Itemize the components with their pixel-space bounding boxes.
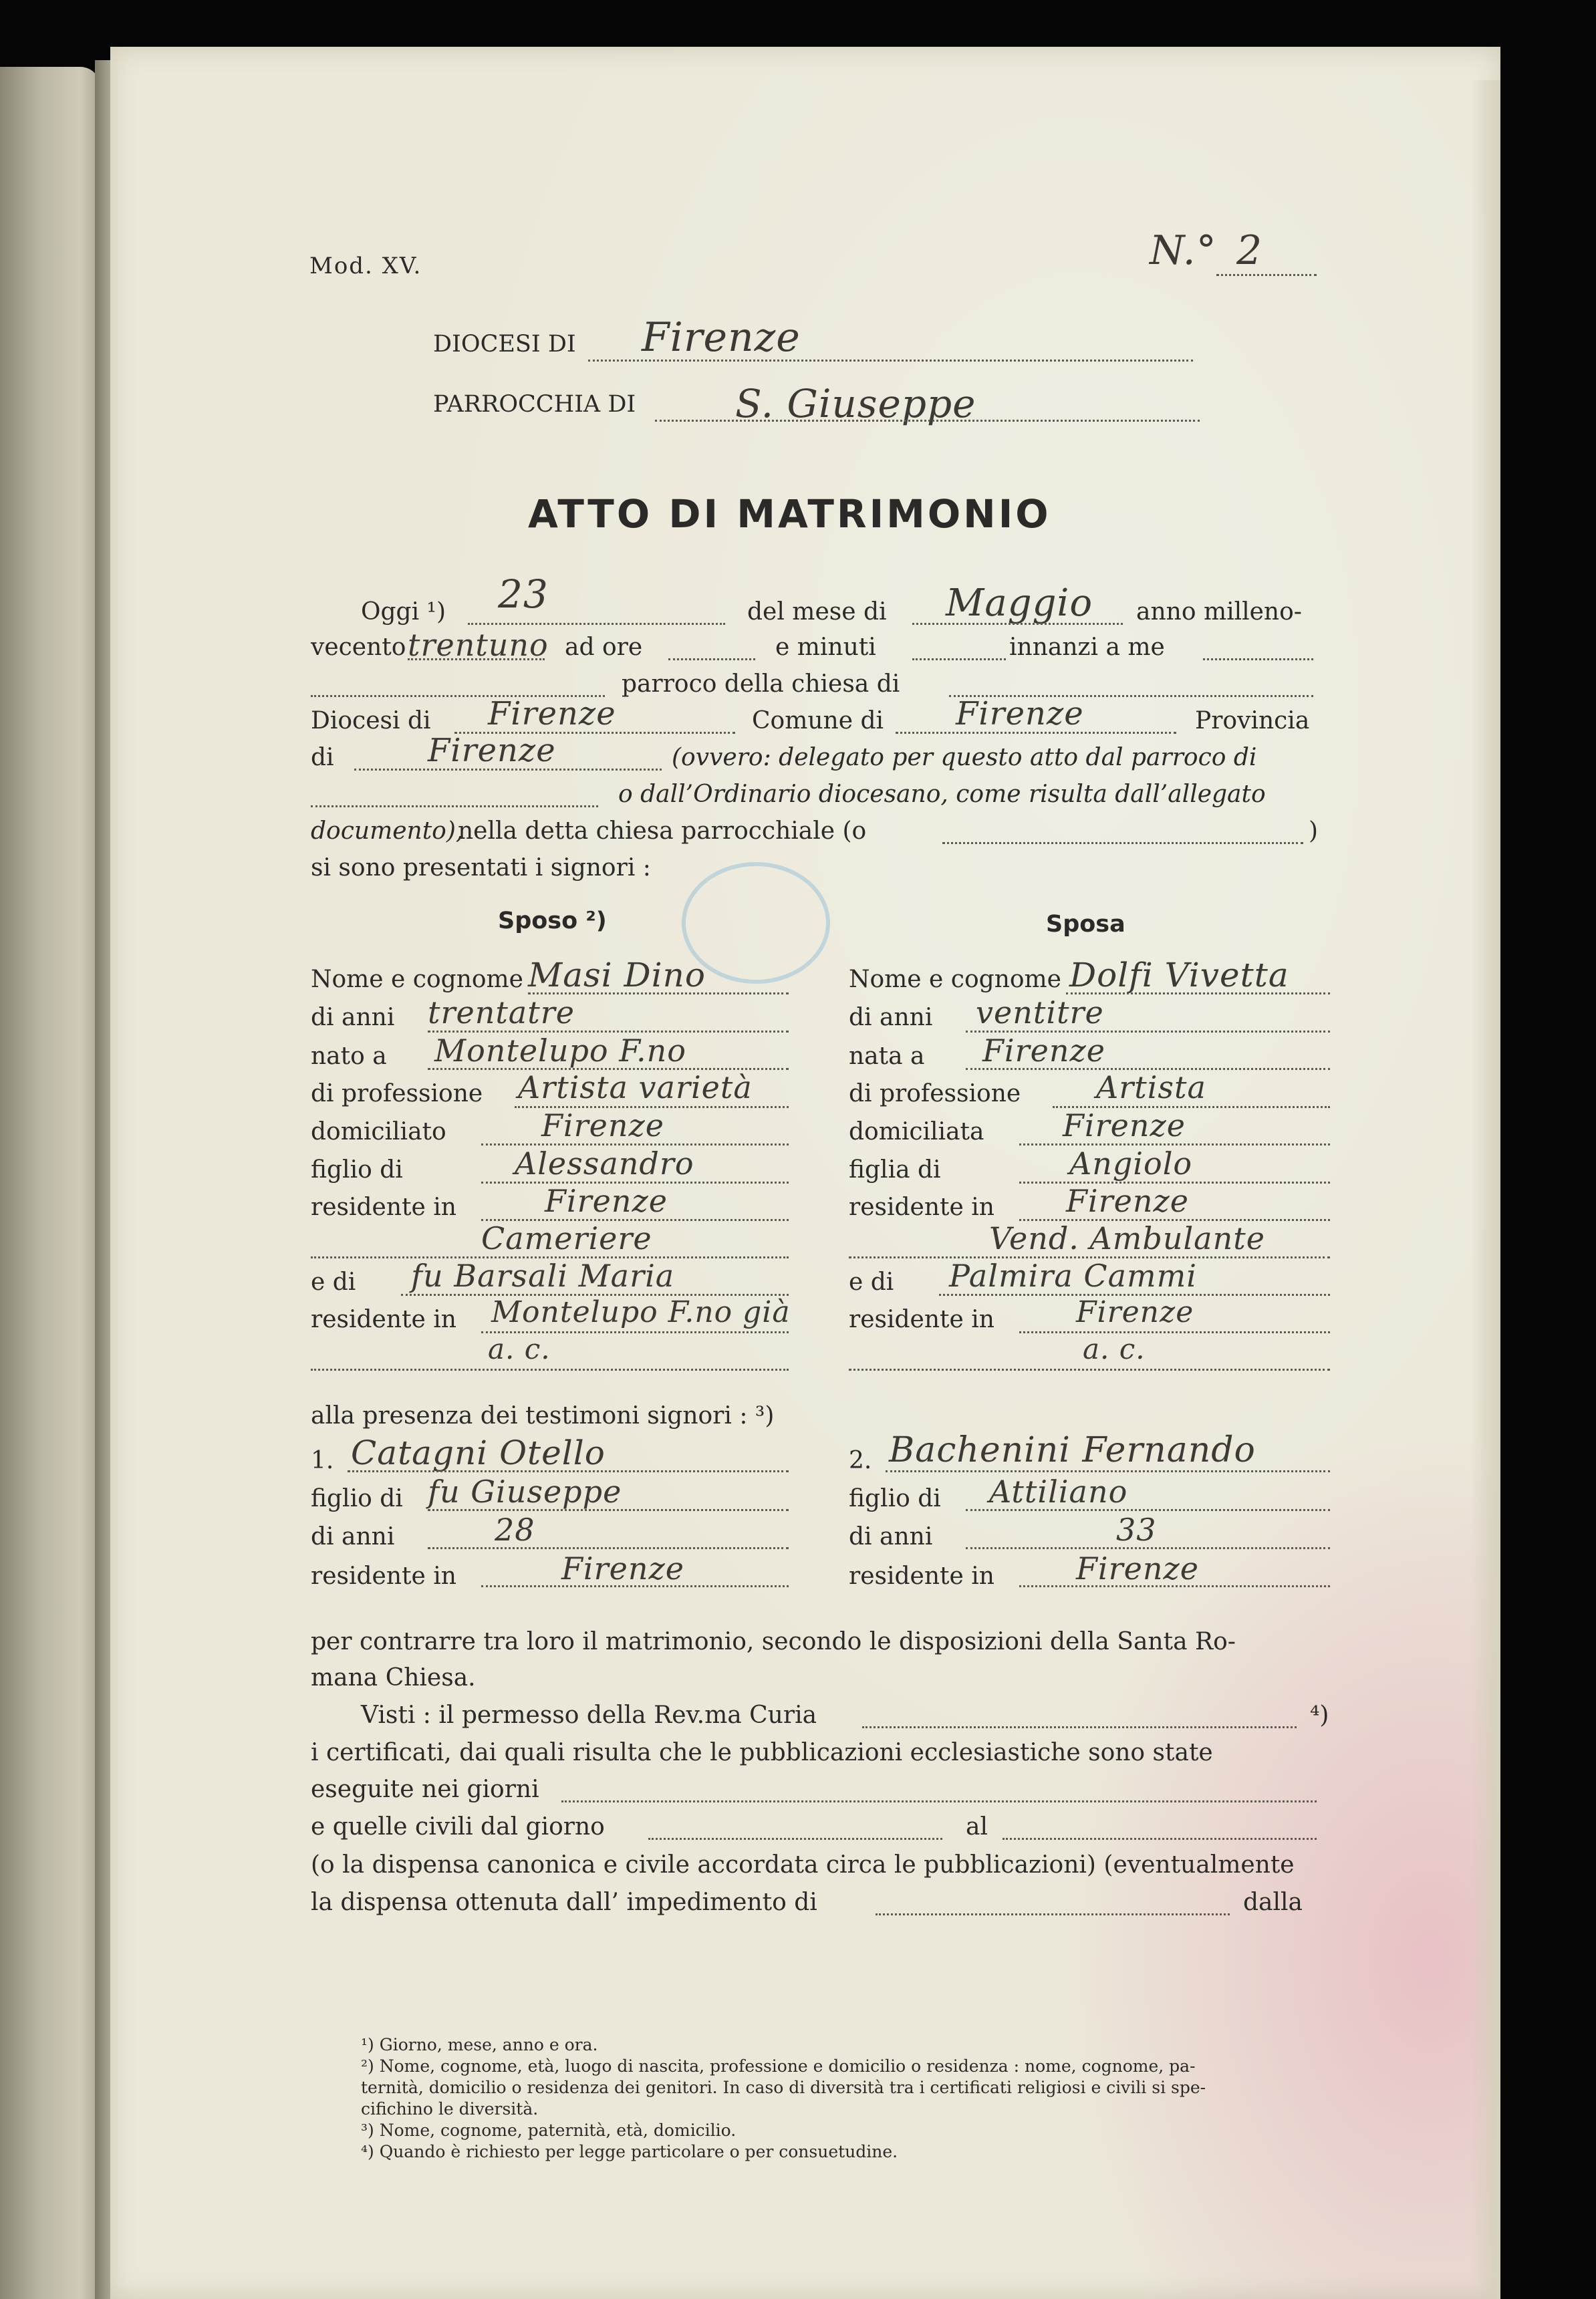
- sposa-line: [1066, 992, 1330, 994]
- body-contrarre-2: mana Chiesa.: [311, 1664, 476, 1692]
- witnesses-heading: alla presenza dei testimoni signori : ³): [311, 1402, 775, 1430]
- diocese-line: [588, 360, 1193, 362]
- sposo-label-father: figlio di: [311, 1156, 403, 1184]
- parish-label: PARROCCHIA DI: [433, 391, 636, 418]
- sposo-label-name: Nome e cognome: [311, 966, 523, 993]
- witness-1-anni-label: di anni: [311, 1523, 395, 1550]
- witness-2-residence: Firenze: [1076, 1550, 1199, 1587]
- sposo-father-profession: Cameriere: [481, 1220, 652, 1256]
- body-dalla: dalla: [1243, 1889, 1303, 1916]
- footnote-2: ²) Nome, cognome, età, luogo di nascita, professione e domicilio o residenza : nome, cognome, pa-: [361, 2056, 1196, 2076]
- footnote-2-end: cifichino le diversità.: [361, 2099, 539, 2119]
- witness-1-res-label: residente in: [311, 1563, 456, 1590]
- body-civili: e quelle civili dal giorno: [311, 1813, 605, 1841]
- intro-anno: anno milleno-: [1136, 598, 1302, 626]
- witness-1-residence: Firenze: [561, 1550, 684, 1587]
- witness-2-anni-label: di anni: [849, 1523, 933, 1550]
- sposa-label-domicile: domiciliata: [849, 1118, 984, 1145]
- sposo-heading: Sposo ²): [498, 908, 607, 934]
- witness-line: [481, 1585, 789, 1587]
- body-dispensa-2: la dispensa ottenuta dall’ impedimento di: [311, 1889, 817, 1916]
- sposa-extra: a. c.: [1083, 1333, 1146, 1365]
- civil-to-line: [1003, 1838, 1317, 1840]
- intro-close: ): [1309, 817, 1319, 845]
- witness-2-res-label: residente in: [849, 1563, 994, 1590]
- civil-from-line: [648, 1838, 942, 1840]
- intro-diocesi-di: Diocesi di: [311, 707, 431, 734]
- intro-documento: documento),: [311, 817, 464, 845]
- body-al: al: [966, 1813, 988, 1841]
- intro-di: di: [311, 744, 334, 771]
- page-edge: [1470, 80, 1500, 2299]
- witness-2-father: Attiliano: [989, 1474, 1128, 1510]
- model-label: Mod. XV.: [309, 253, 422, 279]
- witness-line: [428, 1509, 789, 1511]
- sposa-line: [849, 1369, 1330, 1371]
- witness-2-figlio-label: figlio di: [849, 1485, 941, 1512]
- diocese-label: DIOCESI DI: [433, 331, 576, 358]
- delegate-line: [311, 805, 598, 807]
- minute-line: [912, 658, 1006, 660]
- diocesi-value: Firenze: [488, 695, 616, 732]
- intro-ovvero: (ovvero: delegato per questo atto dal parroco di: [672, 744, 1257, 771]
- witness-2-number: 2.: [849, 1447, 872, 1474]
- intro-nella-chiesa: nella detta chiesa parrocchiale (o: [458, 817, 867, 845]
- witness-line: [1019, 1585, 1330, 1587]
- sposa-age: ventitre: [976, 994, 1104, 1031]
- witness-1-number: 1.: [311, 1447, 334, 1474]
- sposo-label-mother-residence: residente in: [311, 1306, 456, 1333]
- sposa-label-mother: e di: [849, 1268, 894, 1296]
- provincia-line: [354, 769, 662, 771]
- year-value: trentuno: [408, 627, 549, 663]
- impediment-line: [876, 1913, 1230, 1915]
- witness-1-age: 28: [495, 1512, 535, 1548]
- body-dispensa-1: (o la dispensa canonica e civile accordata circa le pubblicazioni) (eventualmente: [311, 1851, 1295, 1879]
- witness-line: [348, 1470, 789, 1472]
- witness-line: [966, 1547, 1330, 1549]
- sposa-label-residence: residente in: [849, 1194, 994, 1221]
- sposo-line: [311, 1369, 789, 1371]
- sposo-label-domicile: domiciliato: [311, 1118, 446, 1145]
- document-title: ATTO DI MATRIMONIO: [528, 491, 1051, 537]
- footnote-1: ¹) Giorno, mese, anno e ora.: [361, 2035, 598, 2054]
- comune-line: [896, 732, 1176, 734]
- parish-line: [655, 420, 1200, 422]
- sposa-father: Angiolo: [1069, 1145, 1193, 1182]
- sposo-father: Alessandro: [515, 1145, 694, 1182]
- number-label: N.°: [1150, 227, 1217, 274]
- comune-value: Firenze: [956, 695, 1084, 732]
- witness-2-age: 33: [1116, 1512, 1157, 1548]
- sposo-mother-residence: Montelupo F.no già: [491, 1295, 791, 1329]
- day-line: [468, 623, 725, 625]
- sposa-name: Dolfi Vivetta: [1069, 956, 1289, 994]
- footnote-4: ⁴) Quando è richiesto per legge particolare o per consuetudine.: [361, 2142, 898, 2161]
- intro-del-mese: del mese di: [747, 598, 887, 626]
- intro-vecento: vecento: [311, 634, 406, 661]
- body-eseguite: eseguite nei giorni: [311, 1776, 539, 1803]
- dates-line: [561, 1800, 1317, 1802]
- sposa-label-profession: di professione: [849, 1080, 1021, 1107]
- sposo-residence: Firenze: [545, 1183, 668, 1219]
- sposo-label-profession: di professione: [311, 1080, 483, 1107]
- intro-comune: Comune di: [752, 707, 884, 734]
- intro-provincia: Provincia: [1195, 707, 1310, 734]
- sposo-label-born: nato a: [311, 1043, 387, 1070]
- sposa-mother: Palmira Cammi: [949, 1258, 1197, 1294]
- sposo-profession: Artista varietà: [518, 1069, 753, 1105]
- witness-1-figlio-label: figlio di: [311, 1485, 403, 1512]
- curia-line: [862, 1726, 1297, 1728]
- intro-minuti: e minuti: [775, 634, 876, 661]
- sposa-birthplace: Firenze: [982, 1033, 1105, 1069]
- footnote-2-cont: ternità, domicilio o residenza dei genitori. In caso di diversità tra i certificati religiosi e civili si spe-: [361, 2078, 1206, 2097]
- year-line: [408, 658, 545, 660]
- sposa-heading: Sposa: [1046, 911, 1125, 938]
- number-value: 2: [1236, 227, 1263, 274]
- sposa-label-age: di anni: [849, 1004, 933, 1031]
- priest-line: [1203, 658, 1313, 660]
- sposo-domicile: Firenze: [541, 1107, 664, 1143]
- body-contrarre-1: per contrarre tra loro il matrimonio, secondo le disposizioni della Santa Ro-: [311, 1628, 1236, 1655]
- sposo-label-age: di anni: [311, 1004, 395, 1031]
- footnote-3: ³) Nome, cognome, paternità, età, domicilio.: [361, 2121, 737, 2140]
- intro-ordinario: o dall’Ordinario diocesano, come risulta dall’allegato: [618, 781, 1266, 808]
- number-line: [1216, 274, 1317, 276]
- sposa-label-father: figlia di: [849, 1156, 941, 1184]
- sposa-line: [1019, 1331, 1330, 1333]
- left-page: [0, 67, 100, 2299]
- body-visti-close: ⁴): [1310, 1702, 1329, 1729]
- witness-1-father: fu Giuseppe: [428, 1474, 622, 1510]
- witness-line: [886, 1470, 1330, 1472]
- body-visti: Visti : il permesso della Rev.ma Curia: [361, 1702, 817, 1729]
- sposo-label-mother: e di: [311, 1268, 356, 1296]
- hour-line: [668, 658, 755, 660]
- day-value: 23: [498, 571, 549, 617]
- witness-1-name: Catagni Otello: [351, 1434, 606, 1472]
- sposa-residence: Firenze: [1066, 1183, 1189, 1219]
- sposa-profession: Artista: [1096, 1069, 1206, 1105]
- month-value: Maggio: [946, 581, 1093, 625]
- witness-line: [966, 1509, 1330, 1511]
- sposo-name: Masi Dino: [528, 956, 706, 994]
- month-line: [912, 623, 1123, 625]
- intro-innanzi: innanzi a me: [1009, 634, 1165, 661]
- sposo-birthplace: Montelupo F.no: [434, 1033, 686, 1069]
- sposa-domicile: Firenze: [1063, 1107, 1186, 1143]
- provincia-value: Firenze: [428, 732, 556, 769]
- parish-value: S. Giuseppe: [735, 381, 976, 426]
- intro-presentati: si sono presentati i signori :: [311, 854, 651, 882]
- sposo-label-residence: residente in: [311, 1194, 456, 1221]
- intro-oggi: Oggi ¹): [361, 598, 446, 626]
- sposa-label-mother-residence: residente in: [849, 1306, 994, 1333]
- intro-parroco: parroco della chiesa di: [622, 670, 900, 698]
- sposa-father-profession: Vend. Ambulante: [989, 1220, 1265, 1256]
- sposa-mother-residence: Firenze: [1076, 1295, 1194, 1329]
- other-church-line: [942, 842, 1303, 844]
- witness-line: [428, 1547, 789, 1549]
- sposo-extra: a. c.: [488, 1333, 551, 1365]
- body-certificati: i certificati, dai quali risulta che le pubblicazioni ecclesiastiche sono state: [311, 1739, 1213, 1766]
- sposa-label-born: nata a: [849, 1043, 925, 1070]
- intro-ad-ore: ad ore: [565, 634, 643, 661]
- sposa-label-name: Nome e cognome: [849, 966, 1061, 993]
- sposo-age: trentatre: [428, 994, 575, 1031]
- witness-2-name: Bachenini Fernando: [889, 1430, 1256, 1470]
- diocese-value: Firenze: [642, 314, 801, 361]
- sposo-mother: fu Barsali Maria: [411, 1258, 675, 1294]
